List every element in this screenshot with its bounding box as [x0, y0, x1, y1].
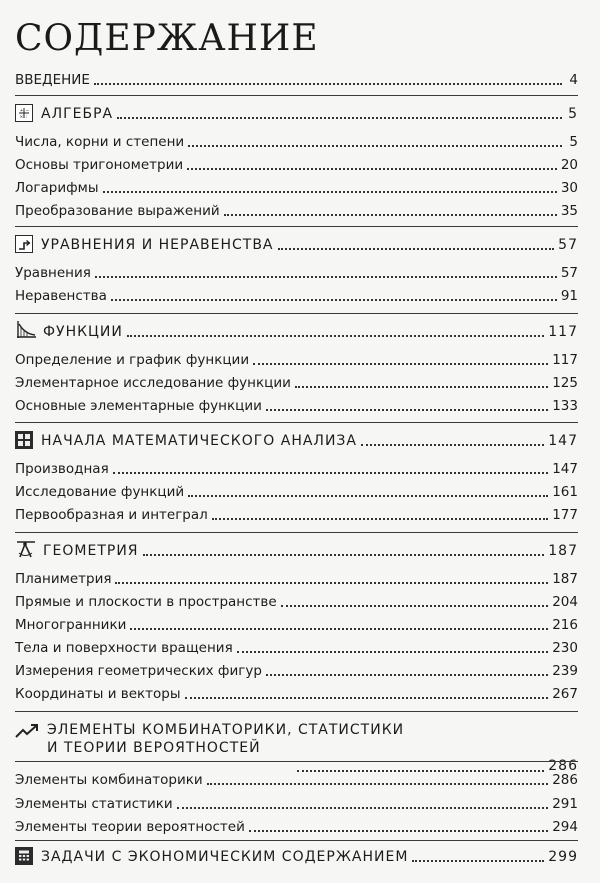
page-number: 5 — [569, 134, 578, 150]
dot-leader — [115, 582, 548, 584]
toc-section-equations[interactable] — [15, 231, 578, 253]
toc-entry[interactable] — [15, 151, 578, 173]
dot-leader — [130, 628, 548, 630]
page-number: 299 — [548, 849, 578, 865]
entry-label: Координаты и векторы — [15, 686, 181, 702]
toc-entry[interactable] — [15, 259, 578, 281]
entry-label: Преобразование выражений — [15, 203, 220, 219]
function-graph-icon — [15, 320, 37, 340]
page-number: 294 — [552, 819, 578, 835]
section-divider — [15, 761, 578, 762]
page-number: 20 — [560, 157, 578, 173]
dot-leader — [111, 299, 557, 301]
page-number: 5 — [568, 106, 578, 122]
dot-leader — [103, 191, 557, 193]
page-number: 239 — [552, 663, 578, 679]
toc-entry[interactable] — [15, 634, 578, 656]
dot-leader — [185, 697, 549, 699]
page-number: 291 — [552, 796, 578, 812]
section-divider — [15, 711, 578, 712]
dot-leader — [143, 554, 545, 556]
section-divider — [15, 840, 578, 841]
page-number: 204 — [552, 594, 578, 610]
svg-text::: : — [25, 115, 29, 120]
page-number: 147 — [548, 433, 578, 449]
svg-text:−: − — [25, 108, 31, 114]
entry-label: Уравнения — [15, 265, 91, 281]
toc-entry[interactable] — [15, 369, 578, 391]
section-label: ФУНКЦИИ — [43, 324, 123, 340]
toc-entry[interactable] — [15, 346, 578, 368]
entry-label: Основные элементарные функции — [15, 398, 262, 414]
toc-entry[interactable] — [15, 455, 578, 477]
dot-leader — [249, 830, 548, 832]
toc-entry[interactable] — [15, 501, 578, 523]
analysis-grid-icon — [15, 431, 33, 449]
entry-label: Планиметрия — [15, 571, 112, 587]
page-number: 133 — [552, 398, 578, 414]
page-title: СОДЕРЖАНИЕ — [15, 18, 319, 59]
entry-label: Элементы комбинаторики — [15, 772, 203, 788]
dot-leader — [412, 860, 544, 862]
entry-label: Тела и поверхности вращения — [15, 640, 233, 656]
section-divider — [15, 95, 578, 96]
toc-section-functions[interactable] — [15, 318, 578, 340]
entry-label: Элементы теории вероятностей — [15, 819, 245, 835]
toc-entry[interactable] — [15, 565, 578, 587]
entry-label: ВВЕДЕНИЕ — [15, 72, 90, 88]
entry-label: Измерения геометрических фигур — [15, 663, 262, 679]
page-number: 125 — [552, 375, 578, 391]
dot-leader — [212, 518, 548, 520]
dot-leader — [188, 495, 548, 497]
section-label-line: ЭЛЕМЕНТЫ КОМБИНАТОРИКИ, СТАТИСТИКИ — [47, 722, 405, 738]
page-number: 147 — [552, 461, 578, 477]
section-divider — [15, 532, 578, 533]
dot-leader — [361, 444, 544, 446]
dot-leader — [278, 248, 555, 250]
svg-text:+: + — [19, 108, 25, 114]
toc-entry[interactable] — [15, 611, 578, 633]
toc-entry[interactable] — [15, 790, 578, 812]
dot-leader — [187, 168, 557, 170]
dot-leader — [94, 83, 562, 85]
dot-leader — [237, 651, 549, 653]
toc-section-economics[interactable] — [15, 843, 578, 865]
page-number: 57 — [560, 265, 578, 281]
dot-leader — [266, 409, 548, 411]
toc-entry-intro[interactable] — [15, 66, 578, 88]
page-number: 35 — [560, 203, 578, 219]
entry-label: Первообразная и интеграл — [15, 507, 208, 523]
entry-label: Элементы статистики — [15, 796, 173, 812]
section-label: ГЕОМЕТРИЯ — [43, 543, 139, 559]
toc-entry[interactable] — [15, 680, 578, 702]
section-label: ЗАДАЧИ С ЭКОНОМИЧЕСКИМ СОДЕРЖАНИЕМ — [41, 849, 409, 865]
section-label: АЛГЕБРА — [41, 106, 114, 122]
dot-leader — [117, 117, 562, 119]
dot-leader — [253, 363, 548, 365]
calculator-dots-icon — [15, 104, 33, 122]
section-divider — [15, 422, 578, 423]
page-number: 177 — [552, 507, 578, 523]
entry-label: Основы тригонометрии — [15, 157, 184, 173]
dot-leader — [295, 386, 548, 388]
toc-section-analysis[interactable] — [15, 427, 578, 449]
toc-entry[interactable] — [15, 478, 578, 500]
entry-label: Определение и график функции — [15, 352, 250, 368]
entry-label: Многогранники — [15, 617, 127, 633]
compass-icon — [15, 539, 37, 559]
page-number: 117 — [548, 324, 578, 340]
dot-leader — [188, 145, 562, 147]
svg-text:×: × — [19, 115, 25, 120]
toc-section-algebra[interactable] — [15, 100, 578, 122]
page-number: 286 — [552, 772, 578, 788]
calculator-icon — [15, 847, 33, 865]
entry-label: Неравенства — [15, 288, 107, 304]
dot-leader — [113, 472, 549, 474]
dot-leader — [224, 214, 557, 216]
equation-arrow-icon — [15, 235, 33, 253]
dot-leader — [127, 335, 544, 337]
toc-entry[interactable] — [15, 174, 578, 196]
page-number: 267 — [552, 686, 578, 702]
toc-entry[interactable] — [15, 128, 578, 150]
page-number: 187 — [552, 571, 578, 587]
section-divider — [15, 226, 578, 227]
entry-label: Производная — [15, 461, 109, 477]
page-number: 91 — [560, 288, 578, 304]
page-number: 286 — [548, 758, 578, 774]
dot-leader — [266, 674, 548, 676]
section-divider — [15, 313, 578, 314]
section-label — [47, 721, 404, 757]
dot-leader — [281, 605, 549, 607]
toc-entry[interactable] — [15, 392, 578, 414]
section-label-line: И ТЕОРИИ ВЕРОЯТНОСТЕЙ — [47, 740, 261, 756]
toc-section-geometry[interactable] — [15, 537, 578, 559]
toc-entry[interactable] — [15, 588, 578, 610]
entry-label: Прямые и плоскости в пространстве — [15, 594, 277, 610]
dot-leader — [207, 783, 549, 785]
entry-label: Элементарное исследование функции — [15, 375, 291, 391]
entry-label: Логарифмы — [15, 180, 99, 196]
section-label: УРАВНЕНИЯ И НЕРАВЕНСТВА — [41, 237, 274, 253]
section-label: НАЧАЛА МАТЕМАТИЧЕСКОГО АНАЛИЗА — [41, 433, 357, 449]
page-number: 216 — [552, 617, 578, 633]
toc-entry[interactable] — [15, 282, 578, 304]
page-number: 30 — [560, 180, 578, 196]
dot-leader — [95, 276, 557, 278]
page-number: 57 — [558, 237, 578, 253]
entry-label: Исследование функций — [15, 484, 185, 500]
page-number: 230 — [552, 640, 578, 656]
page-number: 187 — [548, 543, 578, 559]
toc-entry[interactable] — [15, 657, 578, 679]
trend-arrow-icon — [15, 723, 39, 744]
page-number: 4 — [569, 72, 578, 88]
page-number: 117 — [552, 352, 578, 368]
toc-entry[interactable] — [15, 197, 578, 219]
entry-label: Числа, корни и степени — [15, 134, 185, 150]
toc-entry[interactable] — [15, 813, 578, 835]
page-number: 161 — [552, 484, 578, 500]
dot-leader — [177, 807, 549, 809]
toc-entry[interactable] — [15, 766, 578, 788]
